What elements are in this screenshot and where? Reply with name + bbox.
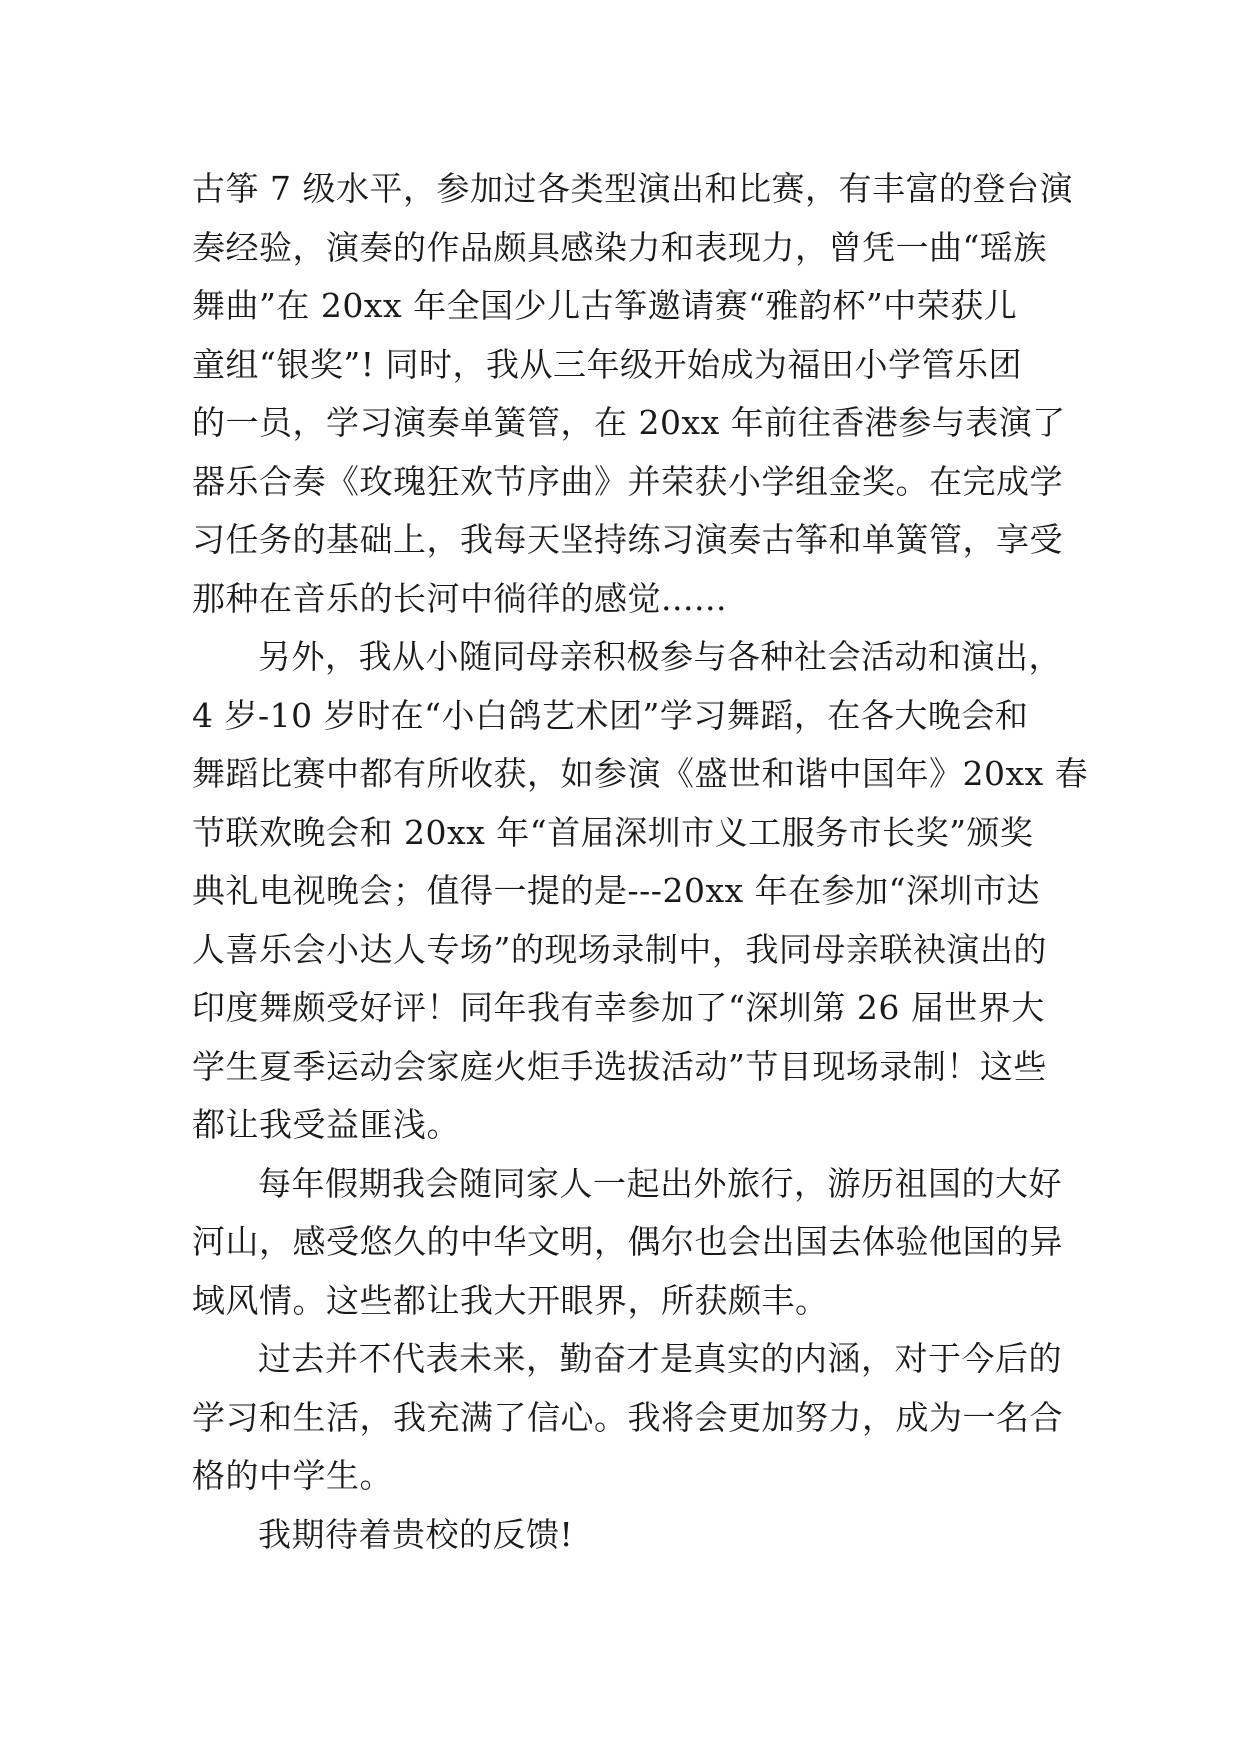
text-line: 格的中学生。 (192, 1456, 393, 1495)
text-line: 人喜乐会小达人专场”的现场录制中，我同母亲联袂演出的 (192, 929, 1047, 969)
text-line: 河山，感受悠久的中华文明，偶尔也会出国去体验他国的异 (192, 1222, 1063, 1261)
paragraph-travel (192, 1155, 1063, 1331)
text-line: 那种在音乐的长河中徜徉的感觉...... (192, 578, 727, 618)
text-line: 古筝 7 级水平，参加过各类型演出和比赛，有丰富的登台演 (192, 169, 1073, 208)
text-line: 典礼电视晚会；值得一提的是---20xx 年在参加“深圳市达 (192, 871, 1041, 910)
paragraph-activities (192, 628, 1089, 1155)
paragraph-future (192, 1330, 1063, 1506)
text-line: 过去并不代表未来，勤奋才是真实的内涵，对于今后的 (258, 1339, 1062, 1378)
text-line: 器乐合奏《玫瑰狂欢节序曲》并荣获小学组金奖。在完成学 (192, 461, 1063, 501)
text-line: 每年假期我会随同家人一起出外旅行，游历祖国的大好 (258, 1163, 1062, 1203)
paragraph-music (192, 160, 1073, 628)
text-line: 学生夏季运动会家庭火炬手选拔活动”节目现场录制！这些 (192, 1046, 1047, 1086)
text-line: 舞蹈比赛中都有所收获，如参演《盛世和谐中国年》20xx 春 (192, 754, 1089, 793)
text-line: 节联欢晚会和 20xx 年“首届深圳市义工服务市长奖”颁奖 (192, 812, 1034, 852)
text-line: 学习和生活，我充满了信心。我将会更加努力，成为一名合 (192, 1397, 1063, 1437)
text-line: 都让我受益匪浅。 (192, 1105, 460, 1144)
text-line: 奏经验，演奏的作品颇具感染力和表现力，曾凭一曲“瑶族 (192, 227, 1047, 267)
text-line: 我期待着贵校的反馈! (258, 1514, 574, 1554)
text-line: 童组“银奖”! 同时，我从三年级开始成为福田小学管乐团 (192, 344, 1022, 384)
text-line: 4 岁-10 岁时在“小白鸽艺术团”学习舞蹈，在各大晚会和 (192, 695, 1029, 735)
text-line: 舞曲”在 20xx 年全国少儿古筝邀请赛“雅韵杯”中荣获儿 (192, 286, 1018, 325)
document-body (192, 160, 1089, 1564)
text-line: 印度舞颇受好评！同年我有幸参加了“深圳第 26 届世界大 (192, 988, 1045, 1027)
paragraph-closing (192, 1506, 1052, 1565)
text-line: 域风情。这些都让我大开眼界，所获颇丰。 (192, 1280, 829, 1320)
text-line: 另外，我从小随同母亲积极参与各种社会活动和演出， (258, 637, 1062, 676)
text-line: 习任务的基础上，我每天坚持练习演奏古筝和单簧管，享受 (192, 520, 1063, 559)
text-line: 的一员，学习演奏单簧管，在 20xx 年前往香港参与表演了 (192, 403, 1066, 442)
